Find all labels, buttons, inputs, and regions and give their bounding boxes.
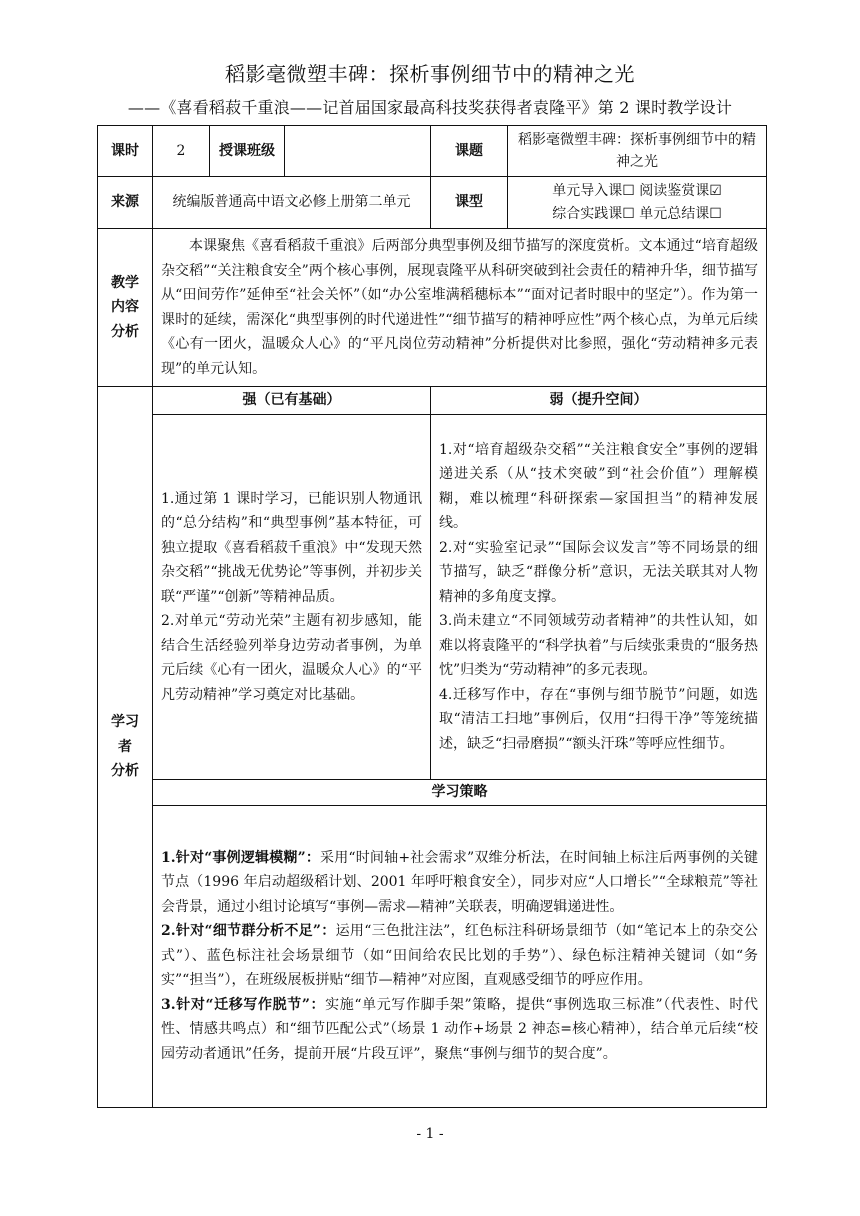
page-subtitle: ——《喜看稻菽千重浪——记首届国家最高科技奖获得者袁隆平》第 2 课时教学设计	[127, 98, 733, 117]
page-number: - 1 -	[416, 1126, 444, 1142]
strategy-2	[161, 919, 758, 993]
row-learner-headers	[98, 387, 767, 415]
label-source: 来源	[98, 177, 153, 229]
strategy-2-text: 运用“三色批注法”，红色标注科研场景细节（如“笔记本上的杂交公式”）、蓝色标注社会场景细节（如“田间给农民比划的手势”）、绿色标注精神关键词（如“务实”“担当”），在班级展板拼贴“细节—精神”对应图，直观感受细节的呼应作用。	[161, 923, 758, 989]
label-period: 课时	[98, 126, 153, 177]
label-class: 授课班级	[210, 126, 285, 177]
label-type: 课型	[431, 177, 508, 229]
topic-value: 稻影毫微塑丰碑：探析事例细节中的精神之光	[508, 126, 767, 177]
row-source	[98, 177, 767, 229]
strategy-3-text: 实施“单元写作脚手架”策略，提供“事例选取三标准”（代表性、时代性、情感共鸣点）和“细节匹配公式”（场景 1 动作+场景 2 神态=核心精神），结合单元后续“校园劳动者通讯”任务，提前开展“片段互评”，聚焦“事例与细节的契合度”。	[161, 996, 758, 1062]
strategy-content	[153, 805, 767, 1107]
strategy-header: 学习策略	[153, 780, 767, 806]
strong-content	[153, 415, 431, 780]
source-value: 统编版普通高中语文必修上册第二单元	[153, 177, 431, 229]
strategy-1-text: 采用“时间轴+社会需求”双维分析法，在时间轴上标注后两事例的关键节点（1996 年启动超级稻计划、2001 年呼吁粮食安全），同步对应“人口增长”“全球粮荒”等社会背景，通过小组讨论填写“事例—需求—精神”关联表，明确逻辑递进性。	[161, 849, 758, 915]
page-title: 稻影毫微塑丰碑：探析事例细节中的精神之光	[225, 62, 635, 86]
lesson-plan-table	[97, 125, 767, 1108]
weak-point-1: 1.对“培育超级杂交稻”“关注粮食安全”事例的逻辑递进关系（从“技术突破”到“社会价值”）理解模糊，难以梳理“科研探索—家国担当”的精神发展线。	[439, 441, 758, 532]
strategy-3	[161, 993, 758, 1067]
type-options-line2: 综合实践课☐ 单元总结课☐	[552, 205, 722, 222]
strategy-3-label: 3.针对“迁移写作脱节”：	[161, 996, 326, 1013]
row-period	[98, 126, 767, 177]
label-topic: 课题	[431, 126, 508, 177]
row-strategy-header	[98, 780, 767, 806]
strong-header: 强（已有基础）	[153, 387, 431, 415]
class-value	[285, 126, 431, 177]
lesson-type-options	[508, 177, 767, 229]
strong-point-2: 2.对单元“劳动光荣”主题有初步感知，能结合生活经验列举身边劳动者事例，为单元后续《心有一团火，温暖众人心》的“平凡劳动精神”学习奠定对比基础。	[161, 613, 422, 703]
strategy-1-label: 1.针对“事例逻辑模糊”：	[161, 849, 321, 866]
row-strategy-content	[98, 805, 767, 1107]
strategy-2-label: 2.针对“细节群分析不足”：	[161, 923, 336, 940]
row-learner-details	[98, 415, 767, 780]
strategy-1	[161, 846, 758, 920]
period-value: 2	[153, 126, 210, 177]
weak-point-2: 2.对“实验室记录”“国际会议发言”等不同场景的细节描写，缺乏“群像分析”意识，无法关联其对人物精神的多角度支撑。	[439, 539, 758, 605]
row-content-analysis	[98, 229, 767, 387]
learner-analysis-label: 学习 者 分析	[98, 387, 153, 1108]
content-analysis-label: 教学 内容 分析	[98, 229, 153, 387]
strong-point-1: 1.通过第 1 课时学习，已能识别人物通讯的“总分结构”和“典型事例”基本特征，可独立提取《喜看稻菽千重浪》中“发现天然杂交稻”“挑战无优势论”等事例，并初步关联“严谨”“创新”等精神品质。	[161, 490, 422, 605]
weak-point-3: 3.尚未建立“不同领域劳动者精神”的共性认知，如难以将袁隆平的“科学执着”与后续张秉贵的“服务热忱”归类为“劳动精神”的多元表现。	[439, 613, 758, 679]
type-options-line1: 单元导入课☐ 阅读鉴赏课☑	[552, 182, 722, 199]
weak-header: 弱（提升空间）	[431, 387, 767, 415]
weak-content	[431, 415, 767, 780]
content-analysis-text: 本课聚焦《喜看稻菽千重浪》后两部分典型事例及细节描写的深度赏析。文本通过“培育超级杂交稻”“关注粮食安全”两个核心事例，展现袁隆平从科研突破到社会责任的精神升华，细节描写从“田间劳作”延伸至“社会关怀”（如“办公室堆满稻穗标本”“面对记者时眼中的坚定”）。作为第一课时的延续，需深化“典型事例的时代递进性”“细节描写的精神呼应性”两个核心点，为单元后续《心有一团火，温暖众人心》的“平凡岗位劳动精神”分析提供对比参照，强化“劳动精神多元表现”的单元认知。	[153, 229, 767, 387]
weak-point-4: 4.迁移写作中，存在“事例与细节脱节”问题，如选取“清洁工扫地”事例后，仅用“扫得干净”等笼统描述，缺乏“扫帚磨损”“额头汗珠”等呼应性细节。	[439, 686, 758, 752]
